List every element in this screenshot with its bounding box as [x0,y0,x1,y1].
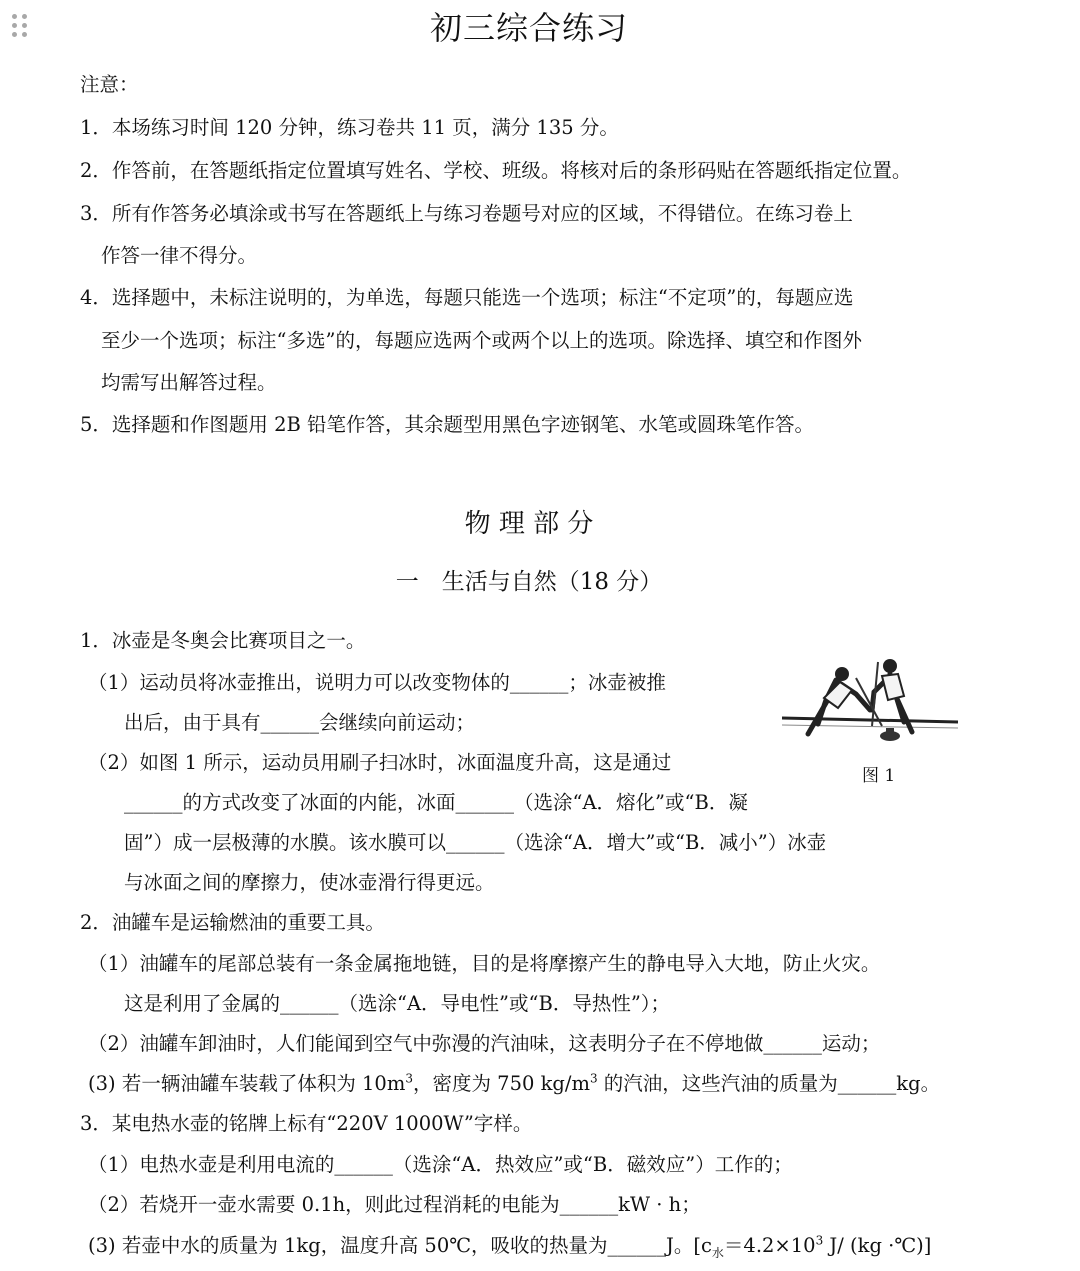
notice-item: 2．作答前，在答题纸指定位置填写姓名、学校、班级。将核对后的条形码贴在答题纸指定位置。 [80,159,912,182]
question-line: 固”）成一层极薄的水膜。该水膜可以______（选涂“A．增大”或“B．减小”）冰壶 [124,831,827,854]
question-line: 与冰面之间的摩擦力，使冰壶滑行得更远。 [124,871,495,894]
section-subtitle: 一 生活与自然（18 分） [395,569,663,595]
curling-figure [778,652,962,762]
question-line: （2）若烧开一壶水需要 0.1h，则此过程消耗的电能为______kW · h； [88,1193,701,1216]
question-stem: 1．冰壶是冬奥会比赛项目之一。 [80,629,366,652]
question-line: 这是利用了金属的______（选涂“A．导电性”或“B．导热性”）； [124,992,671,1015]
notice-item: 4．选择题中，未标注说明的，为单选，每题只能选一个选项；标注“不定项”的，每题应选 [80,286,854,309]
notice-item: 1．本场练习时间 120 分钟，练习卷共 11 页，满分 135 分。 [80,116,619,139]
question-line: (3) 若一辆油罐车装载了体积为 $10m^3$，密度为 750 $kg/m^3$ 的汽油，这些汽油的质量为______kg。 [88,1071,941,1095]
notice-heading: 注意： [80,73,139,96]
notice-item: 5．选择题和作图题用 2B 铅笔作答，其余题型用黑色字迹钢笔、水笔或圆珠笔作答。 [80,413,815,436]
figure-caption: 图 1 [862,766,896,786]
question-line: （2）如图 1 所示，运动员用刷子扫冰时，冰面温度升高，这是通过 [88,751,672,774]
question-stem: 3．某电热水壶的铭牌上标有“220V 1000W”字样。 [80,1112,533,1135]
notice-item: 均需写出解答过程。 [101,371,277,394]
question-line: ______的方式改变了冰面的内能，冰面______（选涂“A．熔化”或“B．凝 [124,791,748,814]
notice-item: 作答一律不得分。 [101,244,258,267]
page-title: 初三综合练习 [429,9,628,47]
notice-item: 至少一个选项；标注“多选”的，每题应选两个或两个以上的选项。除选择、填空和作图外 [101,329,862,352]
question-stem: 2．油罐车是运输燃油的重要工具。 [80,911,385,934]
notice-item: 3．所有作答务必填涂或书写在答题纸上与练习卷题号对应的区域，不得错位。在练习卷上 [80,202,853,225]
question-line: (3) 若壶中水的质量为 1kg，温度升高 50℃，吸收的热量为______J。[$c_水=4.2\times 10^3$ J/ (kg ·℃)] [88,1233,932,1260]
question-line: （1）电热水壶是利用电流的______（选涂“A．热效应”或“B．磁效应”）工作的； [88,1153,793,1176]
question-line: （1）油罐车的尾部总装有一条金属拖地链，目的是将摩擦产生的静电导入大地，防止火灾。 [88,952,881,975]
section-title: 物 理 部 分 [464,509,594,539]
question-line: 出后，由于具有______会继续向前运动； [124,711,476,734]
question-line: （2）油罐车卸油时，人们能闻到空气中弥漫的汽油味，这表明分子在不停地做______运动； [88,1032,881,1055]
question-line: （1）运动员将冰壶推出，说明力可以改变物体的______；冰壶被推 [88,671,666,694]
